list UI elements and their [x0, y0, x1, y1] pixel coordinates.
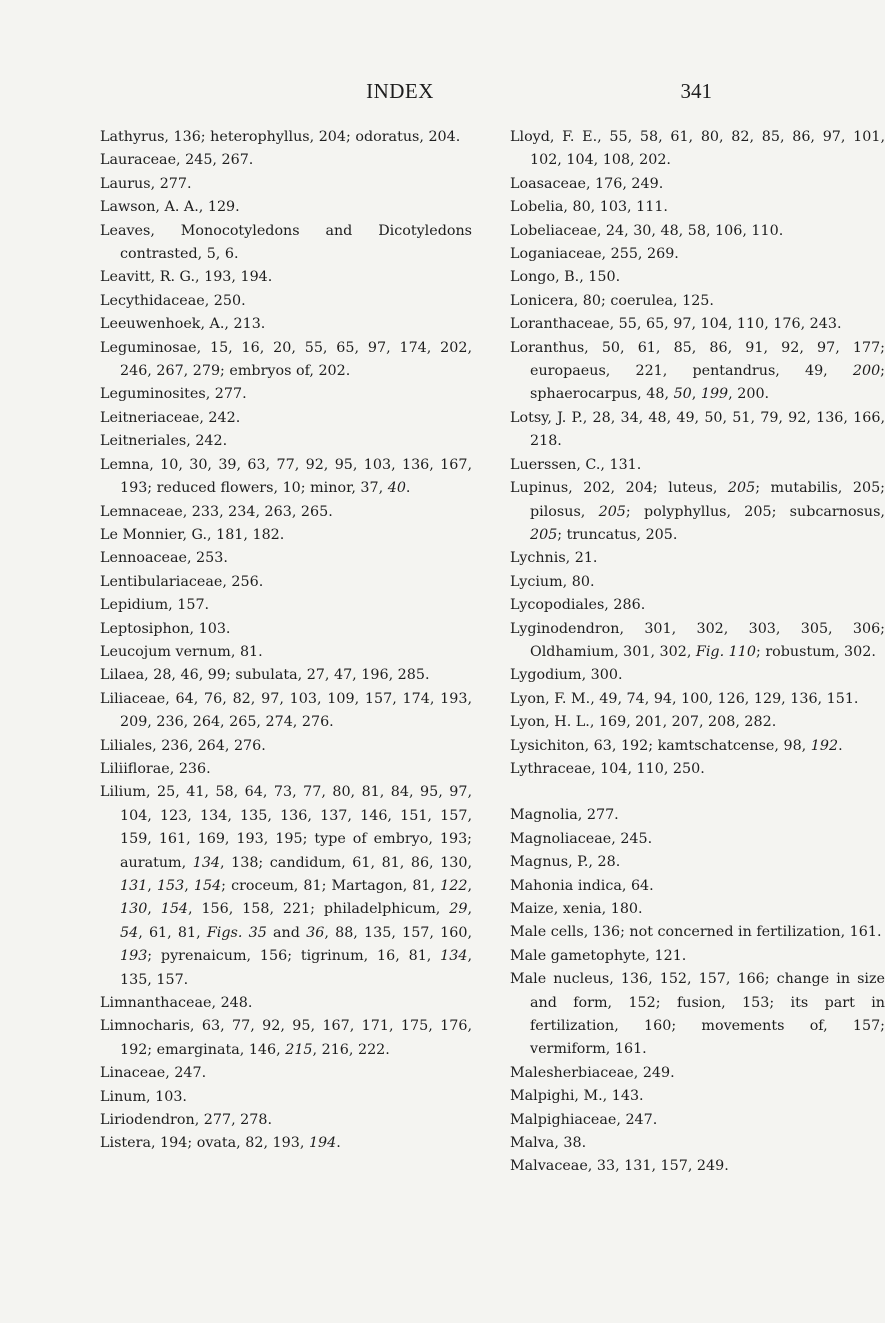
index-entry: Listera, 194; ovata, 82, 193, 194. — [100, 1135, 341, 1152]
index-entry: Lonicera, 80; coerulea, 125. — [510, 292, 714, 309]
index-entry: Lygodium, 300. — [510, 667, 623, 684]
index-entry: Lecythidaceae, 250. — [100, 292, 246, 309]
index-entry: Lepidium, 157. — [100, 597, 210, 614]
index-entry: Lyginodendron, 301, 302, 303, 305, 306; Oldhamium, 301, 302, Fig. 110; robustum, 302. — [510, 620, 885, 660]
index-entry: Lemna, 10, 30, 39, 63, 77, 92, 95, 103, 136, 167, 193; reduced flowers, 10; minor, 37, 40. — [100, 456, 472, 497]
index-entry: Lawson, A. A., 129. — [100, 199, 240, 216]
index-entry: Maize, xenia, 180. — [510, 901, 643, 917]
index-entry: Malesherbiaceae, 249. — [510, 1064, 675, 1081]
index-entry: Lloyd, F. E., 55, 58, 61, 80, 82, 85, 86, 97, 101, 102, 104, 108, 202. — [510, 129, 885, 169]
index-entry: Liliales, 236, 264, 276. — [100, 737, 266, 754]
index-entry: Luerssen, C., 131. — [510, 456, 642, 473]
index-entry: Malva, 38. — [510, 1135, 587, 1152]
index-entry: Linaceae, 247. — [100, 1065, 207, 1082]
index-entry: Loasaceae, 176, 249. — [510, 175, 664, 192]
index-entry: Le Monnier, G., 181, 182. — [100, 526, 285, 543]
index-entry: Malvaceae, 33, 131, 157, 249. — [510, 1158, 729, 1175]
index-entry: Lauraceae, 245, 267. — [100, 152, 254, 169]
index-entry: Limnocharis, 63, 77, 92, 95, 167, 171, 175, 176, 192; emarginata, 146, 215, 216, 222. — [100, 1018, 472, 1058]
index-entry: Mahonia indica, 64. — [510, 877, 654, 894]
index-entry: Lilium, 25, 41, 58, 64, 73, 77, 80, 81, 84, 95, 97, 104, 123, 134, 135, 136, 137, 146, 151, 157, 159, 161, 169, 193, 195; type of embryo, 193; auratum, 134, 138; candidum, 61, 81, 86, 130, 131, 153, 154; croceum, 81; Martagon, 81, 122, 130, 154, 156, 158, 221; philadelphicum, 29, 54, 61, 81, Figs. 35 and 36, 88, 135, 157, 160, 193; pyrenaicum, 156; tigrinum, 16, 81, 134, 135, 157. — [100, 784, 473, 988]
index-entry: Liliiflorae, 236. — [100, 760, 211, 777]
index-entry: Lentibulariaceae, 256. — [100, 573, 264, 590]
index-entry: Leavitt, R. G., 193, 194. — [100, 269, 273, 286]
index-entry: Lobelia, 80, 103, 111. — [510, 199, 668, 216]
index-entry: Lysichiton, 63, 192; kamtschatcense, 98, 192. — [510, 737, 843, 754]
index-entry: Lupinus, 202, 204; luteus, 205; mutabilis, 205; pilosus, 205; polyphyllus, 205; subcarnosus, 205; truncatus, 205. — [510, 480, 885, 543]
index-entry: Male nucleus, 136, 152, 157, 166; change in size and form, 152; fusion, 153; its part in fertilization, 160; movements of, 157; vermiform, 161. — [510, 971, 885, 1058]
page-number: 341 — [680, 79, 712, 103]
index-entry: Leguminosites, 277. — [100, 386, 247, 403]
index-column-right — [510, 126, 885, 1179]
index-entry: Male gametophyte, 121. — [510, 947, 687, 964]
index-entry: Magnoliaceae, 245. — [510, 830, 653, 847]
index-entry: Leaves, Monocotyledons and Dicotyledons contrasted, 5, 6. — [100, 222, 472, 263]
index-entry: Liliaceae, 64, 76, 82, 97, 103, 109, 157, 174, 193, 209, 236, 264, 265, 274, 276. — [100, 690, 472, 731]
index-entry: Laurus, 277. — [100, 175, 192, 192]
index-entry: Loganiaceae, 255, 269. — [510, 246, 679, 263]
index-entry: Lennoaceae, 253. — [100, 550, 228, 567]
index-entry: Lythraceae, 104, 110, 250. — [510, 760, 705, 777]
running-title: INDEX — [366, 79, 434, 103]
index-entry: Malpighiaceae, 247. — [510, 1111, 658, 1128]
index-entry: Lychnis, 21. — [510, 550, 598, 567]
index-entry: Magnolia, 277. — [510, 807, 619, 824]
index-entry: Lobeliaceae, 24, 30, 48, 58, 106, 110. — [510, 222, 784, 239]
index-entry: Leeuwenhoek, A., 213. — [100, 316, 266, 333]
index-entry: Leptosiphon, 103. — [100, 620, 231, 637]
index-entry: Lilaea, 28, 46, 99; subulata, 27, 47, 196, 285. — [100, 667, 430, 684]
index-entry: Male cells, 136; not concerned in fertilization, 161. — [510, 924, 882, 941]
index-entry: Liriodendron, 277, 278. — [100, 1112, 273, 1129]
index-entry: Loranthus, 50, 61, 85, 86, 91, 92, 97, 177; europaeus, 221, pentandrus, 49, 200; sphaerocarpus, 48, 50, 199, 200. — [510, 339, 885, 403]
index-entry: Leitneriaceae, 242. — [100, 409, 241, 426]
index-entry: Lathyrus, 136; heterophyllus, 204; odoratus, 204. — [100, 129, 461, 145]
index-entry: Leguminosae, 15, 16, 20, 55, 65, 97, 174, 202, 246, 267, 279; embryos of, 202. — [100, 339, 472, 380]
index-entry: Leitneriales, 242. — [100, 433, 228, 450]
index-entry: Linum, 103. — [100, 1088, 187, 1105]
index-entry: Lotsy, J. P., 28, 34, 48, 49, 50, 51, 79, 92, 136, 166, 218. — [510, 409, 885, 450]
index-entry: Leucojum vernum, 81. — [100, 643, 263, 660]
index-entry: Lycium, 80. — [510, 573, 595, 590]
index-entry: Magnus, P., 28. — [510, 854, 621, 871]
index-entry: Malpighi, M., 143. — [510, 1088, 644, 1105]
index-entry: Longo, B., 150. — [510, 269, 621, 286]
index-column-left — [100, 126, 472, 1156]
index-entry: Lyon, H. L., 169, 201, 207, 208, 282. — [510, 714, 777, 731]
index-entry: Lemnaceae, 233, 234, 263, 265. — [100, 503, 333, 520]
page-header — [0, 79, 800, 109]
index-entry: Loranthaceae, 55, 65, 97, 104, 110, 176, 243. — [510, 316, 842, 333]
index-entry: Lycopodiales, 286. — [510, 597, 646, 614]
index-entry: Lyon, F. M., 49, 74, 94, 100, 126, 129, 136, 151. — [510, 690, 859, 707]
index-entry: Limnanthaceae, 248. — [100, 995, 253, 1012]
